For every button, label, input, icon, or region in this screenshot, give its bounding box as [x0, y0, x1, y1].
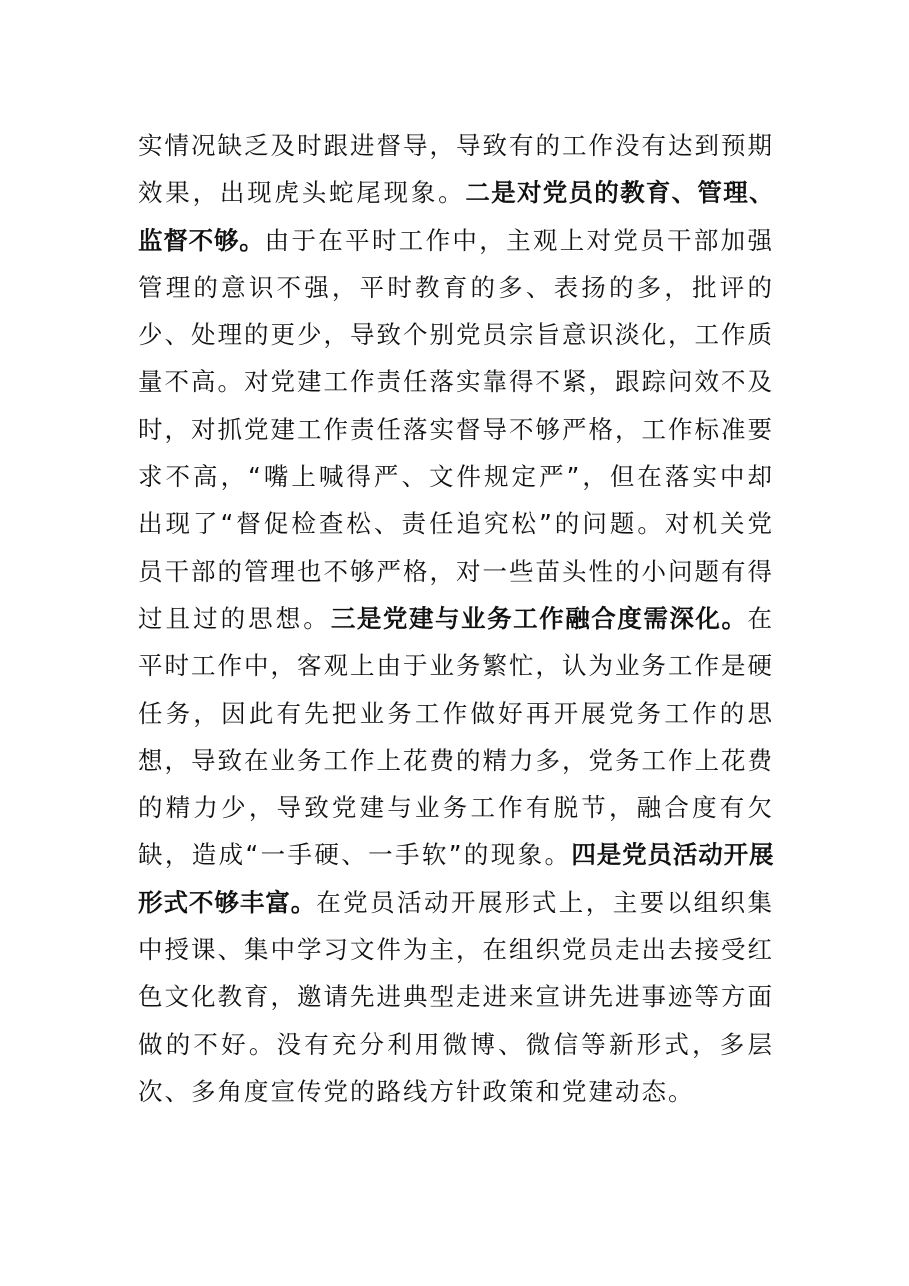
- paragraph-text-segment: 实情况缺乏及时跟进督导，导致有的工作没有达到预期效果，出现虎头蛇尾现象。: [138, 131, 774, 208]
- paragraph-text-segment: 由于在平时工作中，主观上对党员干部加强管理的意识不强，平时教育的多、表扬的多，批评的少、处理的更少，导致个别党员宗旨意识淡化，工作质量不高。对党建工作责任落实靠得不紧，跟踪问效不及时，对抓党建工作责任落实督导不够严格，工作标准要求不高，“嘴上喊得严、文件规定严”，但在落实中却出现了“督促检查松、责任追究松”的问题。对机关党员干部的管理也不够严格，对一些苗头性的小问题有得过且过的思想。: [138, 225, 775, 633]
- point-heading-four: 四是党员活动开展形式不够丰富。: [138, 840, 774, 917]
- paragraph-text-segment: 在党员活动开展形式上，主要以组织集中授课、集中学习文件为主，在组织党员走出去接受红色文化教育，邀请先进典型走进来宣讲先进事迹等方面做的不好。没有充分利用微博、微信等新形式，多层次、多角度宣传党的路线方针政策和党建动态。: [138, 887, 775, 1106]
- paragraph-text-segment: 在平时工作中，客观上由于业务繁忙，认为业务工作是硬任务，因此有先把业务工作做好再开展党务工作的思想，导致在业务工作上花费的精力多，党务工作上花费的精力少，导致党建与业务工作有脱节，融合度有欠缺，造成“一手硬、一手软”的现象。: [138, 603, 775, 870]
- point-heading-two: 二是对党员的教育、管理、监督不够。: [138, 178, 774, 255]
- document-body: [138, 122, 774, 1115]
- point-heading-three: 三是党建与业务工作融合度需深化。: [330, 603, 748, 633]
- body-paragraph: [138, 122, 774, 1115]
